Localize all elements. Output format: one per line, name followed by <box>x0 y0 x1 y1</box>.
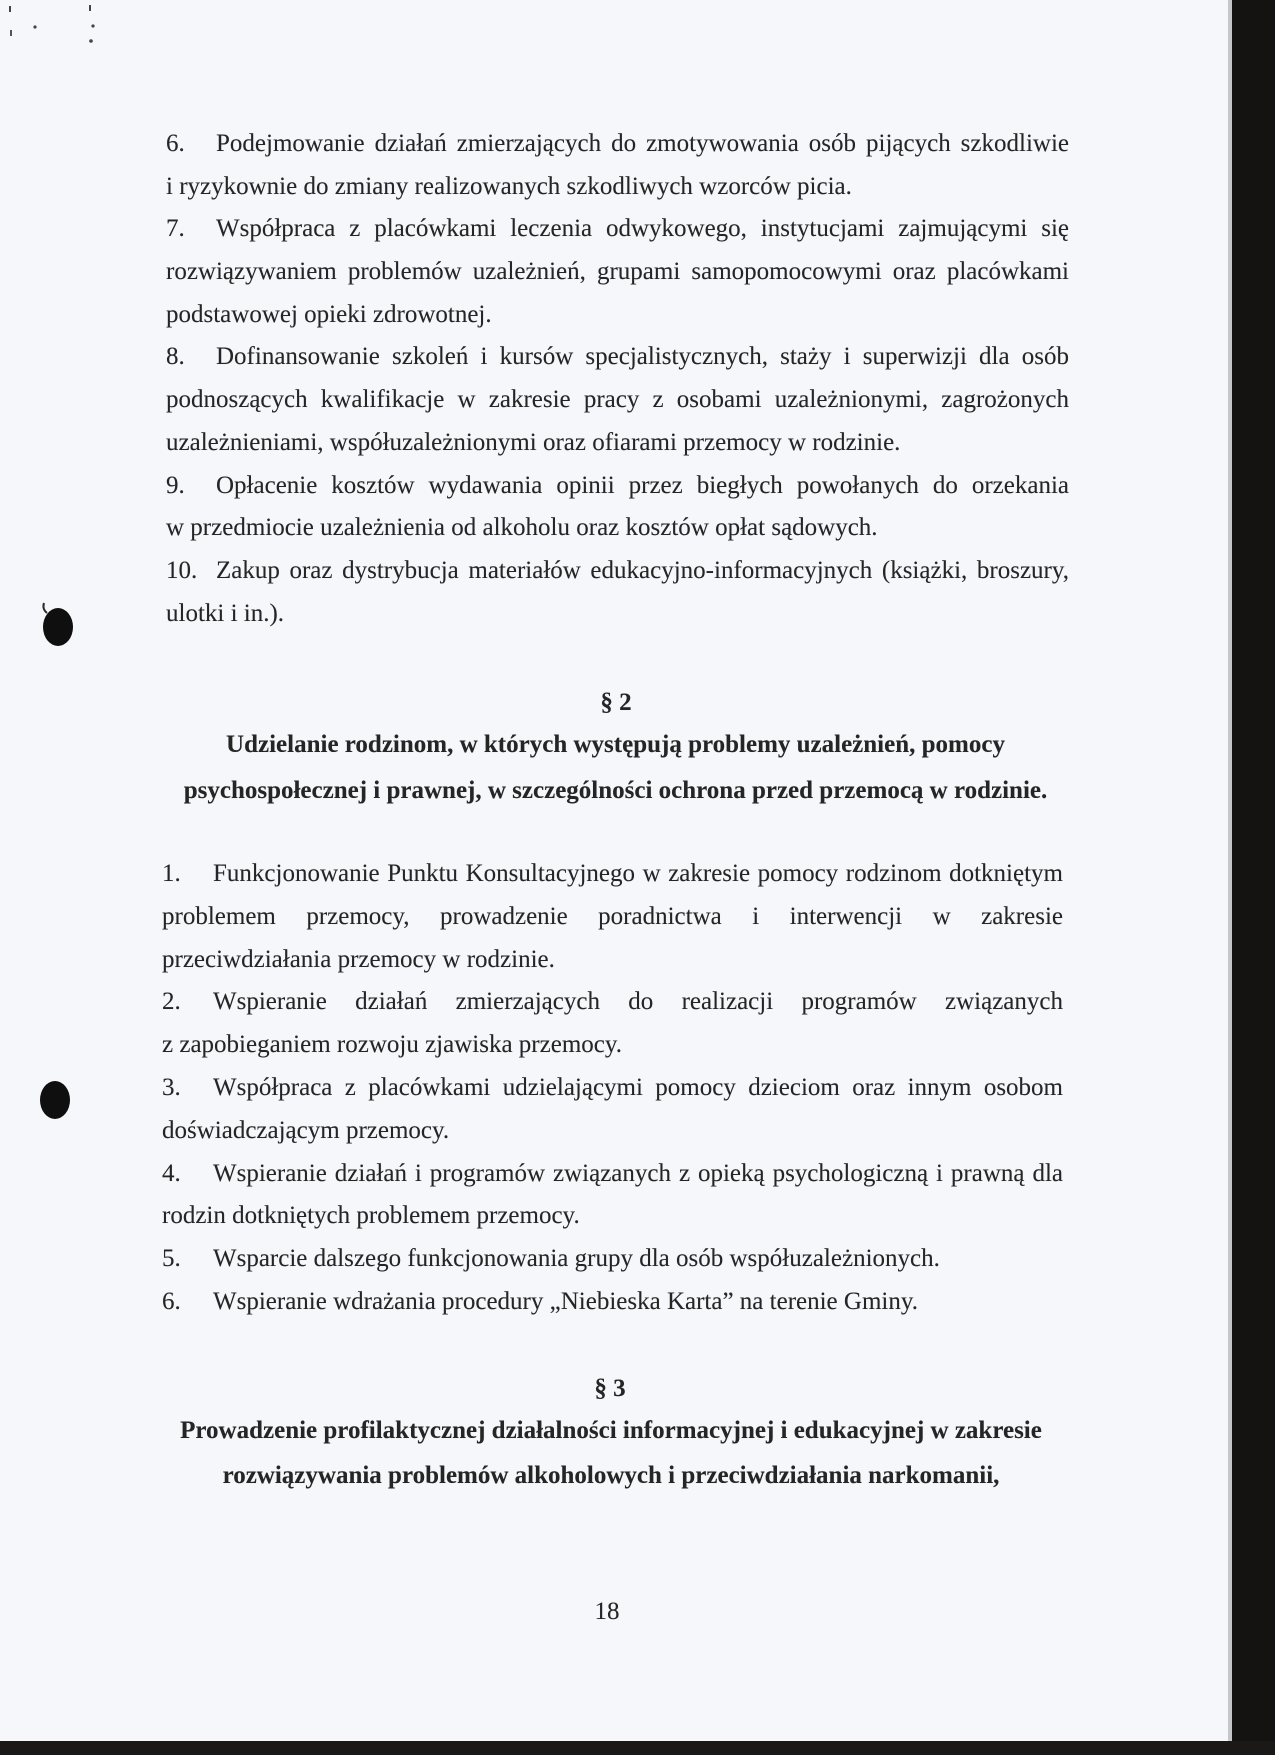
list-item-first-line <box>166 208 1069 251</box>
list-item <box>162 1281 1063 1324</box>
list-item-first-line <box>166 465 1069 508</box>
list-item-first-line <box>166 123 1069 166</box>
list-item-number: 9. <box>166 471 185 499</box>
list-item-text: Współpraca z placówkami leczenia odwykowego, instytucjami zajmującymi się <box>216 215 1069 243</box>
list-item-number: 1. <box>162 860 181 887</box>
list-item-first-line <box>162 1281 1063 1324</box>
list-item-text: Opłacenie kosztów wydawania opinii przez biegłych powołanych do orzekania <box>216 471 1069 499</box>
list-item-first-line <box>162 1153 1063 1196</box>
list-item <box>162 1067 1063 1153</box>
list-item-text: rozwiązywaniem problemów uzależnień, grupami samopomocowymi oraz placówkami <box>166 258 1069 286</box>
scanner-edge-right <box>1232 0 1275 1755</box>
scan-speck <box>89 39 93 43</box>
section-heading <box>166 722 1065 814</box>
scan-speck <box>33 25 36 28</box>
list-item-text: podnoszących kwalifikacje w zakresie pracy z osobami uzależnionymi, zagrożonych <box>166 386 1069 414</box>
list-item-text: rodzin dotkniętych problemem przemocy. <box>162 1202 580 1230</box>
page-number: 18 <box>594 1598 620 1625</box>
list-item-number: 7. <box>166 215 185 243</box>
section-symbol: § 2 <box>600 689 632 716</box>
list-item-text: doświadczającym przemocy. <box>162 1116 450 1144</box>
list-item <box>162 853 1063 981</box>
list-item-number: 2. <box>162 988 181 1016</box>
list-item-text: i ryzykownie do zmiany realizowanych szkodliwych wzorców picia. <box>166 172 852 200</box>
list-item-number: 6. <box>166 130 185 157</box>
list-item-text: Współpraca z placówkami udzielającymi pomocy dzieciom oraz innym osobom <box>213 1073 1063 1101</box>
list-item <box>162 1238 1063 1281</box>
list-item-text: Podejmowanie działań zmierzających do zmotywowania osób pijących szkodliwie <box>216 130 1069 157</box>
list-item-first-line <box>166 336 1069 379</box>
list-item-first-line <box>162 853 1063 896</box>
list-item-number: 6. <box>162 1287 181 1315</box>
list-item <box>162 981 1063 1067</box>
list-item <box>166 336 1069 464</box>
list-item-text: Wspieranie działań i programów związanych z opieką psychologiczną i prawną dla <box>213 1159 1063 1187</box>
list-item-text: ulotki i in.). <box>166 599 285 627</box>
list-item-text: Zakup oraz dystrybucja materiałów edukacyjno-informacyjnych (książki, broszury, <box>216 556 1069 584</box>
section-heading-line: Udzielanie rodzinom, w których występują problemy uzależnień, pomocy <box>226 731 1005 758</box>
punch-hole-mark <box>43 603 47 613</box>
family-support-list <box>162 853 1063 1324</box>
list-item-text: podstawowej opieki zdrowotnej. <box>166 300 492 328</box>
scan-speck <box>9 6 11 12</box>
punch-hole <box>43 608 73 646</box>
list-item-first-line <box>162 981 1063 1024</box>
section-heading-line: Prowadzenie profilaktycznej działalności informacyjnej i edukacyjnej w zakresie <box>180 1417 1042 1444</box>
list-item-text: Wspieranie działań zmierzających do realizacji programów związanych <box>213 988 1063 1016</box>
section-heading <box>161 1409 1061 1499</box>
list-item-number: 5. <box>162 1245 181 1273</box>
list-item-text: uzależnieniami, współuzależnionymi oraz ofiarami przemocy w rodzinie. <box>166 428 901 456</box>
list-item-text: Dofinansowanie szkoleń i kursów specjalistycznych, staży i superwizji dla osób <box>216 343 1069 371</box>
list-item-first-line <box>162 1238 1063 1281</box>
list-item-text: Funkcjonowanie Punktu Konsultacyjnego w zakresie pomocy rodzinom dotkniętym <box>213 860 1063 887</box>
list-item-text: w przedmiocie uzależnienia od alkoholu oraz kosztów opłat sądowych. <box>166 514 878 542</box>
list-item-text: Wsparcie dalszego funkcjonowania grupy dla osób współuzależnionych. <box>213 1245 940 1273</box>
list-item-number: 4. <box>162 1159 181 1187</box>
list-item-number: 8. <box>166 343 185 371</box>
list-item-text: Wspieranie wdrażania procedury „Niebieska Karta” na terenie Gminy. <box>213 1287 918 1315</box>
list-item-number: 3. <box>162 1073 181 1101</box>
section-symbol: § 3 <box>594 1375 626 1402</box>
list-item-first-line <box>166 550 1069 593</box>
list-item <box>166 208 1069 336</box>
list-item-text: przeciwdziałania przemocy w rodzinie. <box>162 945 555 973</box>
list-item <box>166 550 1069 635</box>
punch-hole <box>40 1081 70 1119</box>
section-heading-line: psychospołecznej i prawnej, w szczególności ochrona przed przemocą w rodzinie. <box>183 776 1048 804</box>
list-item <box>166 123 1069 208</box>
scan-speck <box>10 30 12 36</box>
list-item <box>162 1153 1063 1239</box>
list-item <box>166 465 1069 550</box>
list-item-text: z zapobieganiem rozwoju zjawiska przemocy. <box>162 1031 622 1059</box>
section-heading-line: rozwiązywania problemów alkoholowych i przeciwdziałania narkomanii, <box>222 1461 1000 1489</box>
list-item-number: 10. <box>166 556 198 584</box>
scanner-edge-shadow <box>1228 0 1232 1755</box>
scan-speck <box>91 24 94 27</box>
scanner-edge-bottom <box>0 1741 1275 1755</box>
scan-speck <box>89 5 91 11</box>
continued-measures-list <box>166 123 1069 635</box>
list-item-first-line <box>162 1067 1063 1110</box>
list-item-text: problemem przemocy, prowadzenie poradnictwa i interwencji w zakresie <box>162 902 1063 930</box>
